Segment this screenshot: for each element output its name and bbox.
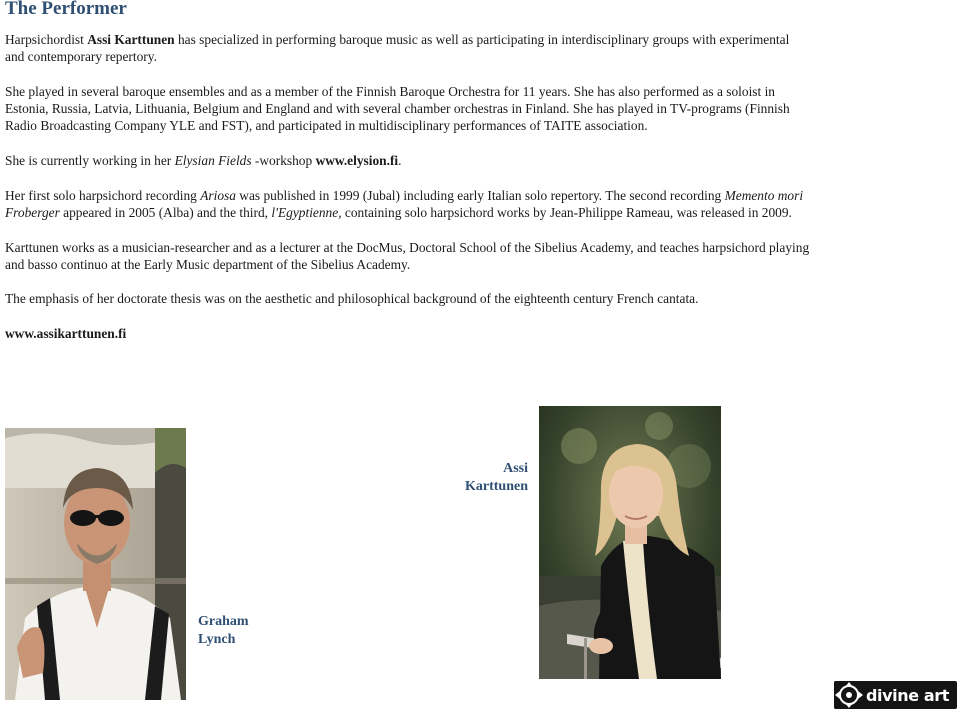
bio-paragraph-ensembles: She played in several baroque ensembles and as a member of the Finnish Baroque Orchestra for 11 years. She has also performed as a soloist in Estonia, Russia, Latvia, Lithuania, Belgium and England and with several chamber orchestras in Finland. She has played in TV-programs (Finnish Radio Broadcasting Company YLE and FST), and participated in multidisciplinary performances of TAITE association. [5,83,790,134]
divine-art-logo-icon [834,681,864,709]
workshop-link[interactable]: www.elysion.fi [315,153,399,169]
performer-name: Assi Karttunen [87,32,175,47]
bio-paragraph-teaching: Karttunen works as a musician-researcher and as a lecturer at the DocMus, Doctoral School of the Sibelius Academy, and teaches harpsichord playing and basso continuo at the Early Music department of the Sibelius Academy. [5,239,810,272]
bio-paragraph-recordings: Her first solo harpsichord recording Ariosa was published in 1999 (Jubal) including early Italian solo repertory. The second recording Memento mori Froberger appeared in 2005 (Alba) and the third, l'Egyptienne, containing solo harpsichord works by Jean-Philippe Rameau, was released in 2009. [5,187,804,220]
divine-art-logo [834,681,957,709]
website-link[interactable]: www.assikarttunen.fi [5,326,127,342]
graham-lynch-caption: Graham Lynch [198,614,249,647]
assi-karttunen-caption: Assi Karttunen [465,461,528,494]
bio-paragraph-workshop: She is currently working in her Elysian Fields -workshop www.elysion.fi. [5,153,402,169]
portrait-photo-icon [5,428,186,700]
page-title: The Performer [5,0,127,19]
graham-lynch-photo [5,428,186,700]
recording-title: l'Egyptienne, [271,204,342,220]
recording-title: Memento mori Froberger [5,187,804,220]
recording-title: Ariosa [200,187,236,203]
bio-paragraph-website [5,325,810,342]
divine-art-logo-text: divine art [866,685,950,705]
assi-karttunen-photo [539,406,721,679]
workshop-name: Elysian Fields [174,153,252,169]
bio-paragraph-thesis: The emphasis of her doctorate thesis was on the aesthetic and philosophical background of the eighteenth century French cantata. [5,291,699,307]
bio-paragraph-intro: Harpsichordist Assi Karttunen has specialized in performing baroque music as well as participating in interdisciplinary groups with experimental and contemporary repertory. [5,32,790,65]
biography [5,31,810,360]
portrait-photo-icon [539,406,721,679]
